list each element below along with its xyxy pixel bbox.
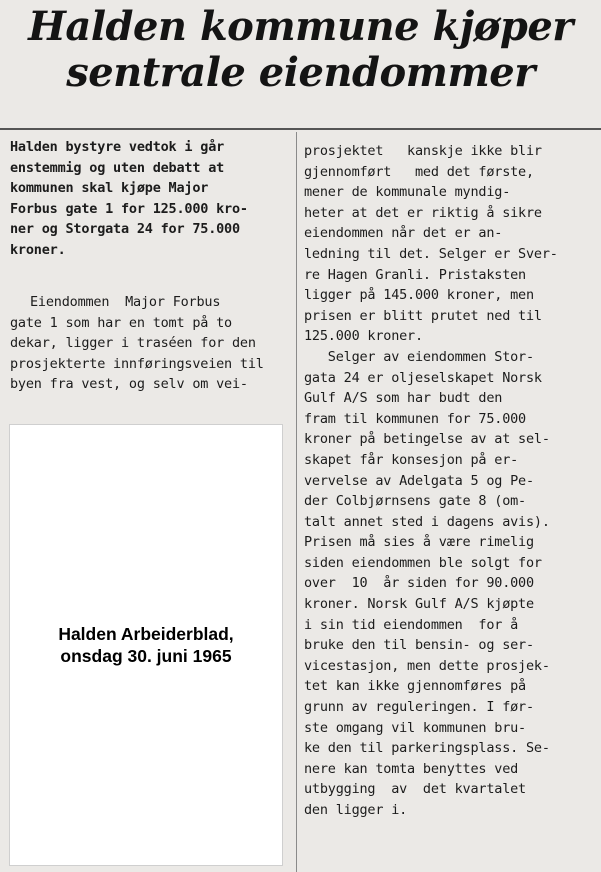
body-line: 125.000 kroner. (304, 328, 423, 345)
caption-box (9, 424, 283, 866)
lead-line: Halden bystyre vedtok i går (10, 139, 225, 155)
body-line: Eiendommen Major Forbus (30, 294, 221, 310)
body-line: siden eiendommen ble solgt for (304, 554, 542, 571)
caption-line: Halden Arbeiderblad, (58, 624, 234, 644)
body-line: mener de kommunale myndig- (304, 184, 511, 201)
headline-rule (0, 128, 601, 130)
body-line: talt annet sted i dagens avis). (304, 513, 550, 530)
body-line: Gulf A/S som har budt den (304, 390, 503, 407)
body-line: re Hagen Granli. Pristaksten (304, 266, 526, 283)
body-line: gjennomført med det første, (304, 163, 534, 180)
body-line: eiendommen når det er an- (304, 225, 503, 242)
body-line: ste omgang vil kommunen bru- (304, 719, 526, 736)
body-line: dekar, ligger i traséen for den (10, 335, 256, 352)
column-divider (296, 132, 297, 872)
body-line: gata 24 er oljeselskapet Norsk (304, 369, 542, 386)
lead-line: Forbus gate 1 for 125.000 kro- (10, 200, 248, 217)
headline-line: Halden kommune kjøper (28, 3, 573, 50)
body-line: heter at det er riktig å sikre (304, 204, 542, 221)
body-line: ke den til parkeringsplass. Se- (304, 740, 550, 757)
body-line: fram til kommunen for 75.000 (304, 410, 526, 427)
body-line: prosjekterte innføringsveien til (10, 355, 264, 372)
body-line: kroner. Norsk Gulf A/S kjøpte (304, 596, 534, 613)
headline (0, 4, 601, 96)
body-line: prosjektet kanskje ikke blir (304, 143, 542, 159)
body-line: der Colbjørnsens gate 8 (om- (304, 493, 526, 510)
body-line: utbygging av det kvartalet (304, 781, 526, 798)
body-line: prisen er blitt prutet ned til (304, 307, 542, 324)
body-line: ledning til det. Selger er Sver- (304, 245, 558, 262)
lead-line: kommunen skal kjøpe Major (10, 180, 209, 197)
body-line: Prisen må sies å være rimelig (304, 534, 534, 551)
body-line: gate 1 som har en tomt på to (10, 314, 232, 331)
body-line: skapet får konsesjon på er- (304, 451, 519, 468)
body-line: den ligger i. (304, 802, 408, 818)
lead-line: enstemmig og uten debatt at (10, 159, 225, 176)
body-line: byen fra vest, og selv om vei- (10, 376, 248, 393)
body-line: vervelse av Adelgata 5 og Pe- (304, 472, 534, 489)
body-line: vicestasjon, men dette prosjek- (304, 657, 550, 674)
body-line: tet kan ikke gjennomføres på (304, 678, 526, 695)
lead-line: ner og Storgata 24 for 75.000 (10, 221, 240, 238)
body-line: grunn av reguleringen. I før- (304, 699, 534, 716)
body-line: kroner på betingelse av at sel- (304, 431, 550, 448)
headline-line: sentrale eiendommer (66, 49, 535, 96)
body-line: i sin tid eiendommen for å (304, 616, 519, 633)
lead-paragraph (10, 137, 292, 261)
body-line: over 10 år siden for 90.000 (304, 575, 534, 592)
body-line: bruke den til bensin- og ser- (304, 637, 534, 654)
column-left-body (10, 292, 292, 395)
body-line: ligger på 145.000 kroner, men (304, 287, 534, 304)
column-right-body (304, 141, 594, 821)
lead-line: kroner. (10, 241, 66, 258)
body-line: nere kan tomta benyttes ved (304, 760, 519, 777)
body-line: Selger av eiendommen Stor- (304, 348, 534, 365)
caption-line: onsdag 30. juni 1965 (60, 646, 232, 666)
